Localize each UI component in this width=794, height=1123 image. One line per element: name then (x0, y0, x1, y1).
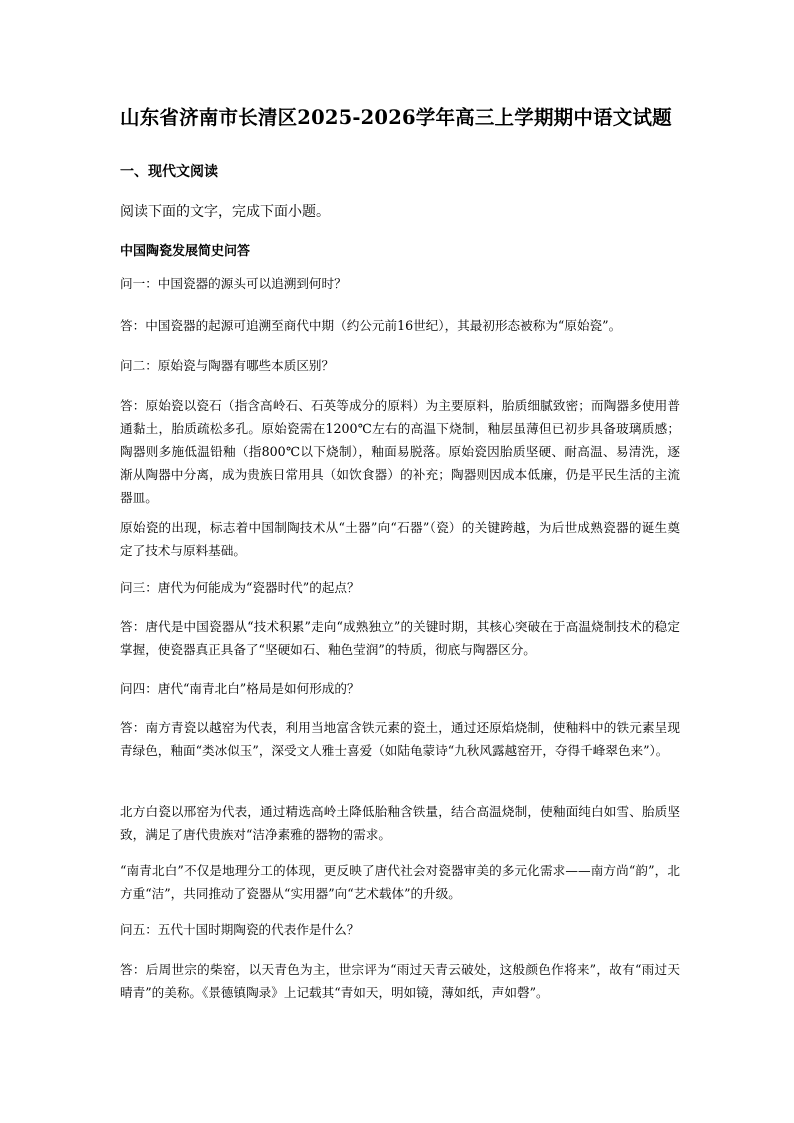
question-2: 问二：原始瓷与陶器有哪些本质区别？ (120, 358, 335, 373)
article-subtitle: 中国陶瓷发展简史问答 (120, 244, 251, 259)
reading-instruction: 阅读下面的文字，完成下面小题。 (120, 204, 330, 220)
paragraph-original-porcelain: 原始瓷的出现，标志着中国制陶技术从“土器”向“石器”（瓷）的关键跨越，为后世成熟瓷器的诞生奠定了技术与原料基础。 (120, 520, 680, 558)
question-5: 问五：五代十国时期陶瓷的代表作是什么？ (120, 922, 360, 937)
question-4: 问四：唐代“南青北白”格局是如何形成的？ (120, 681, 360, 696)
section-heading: 一、现代文阅读 (120, 164, 218, 180)
answer-5: 答：后周世宗的柴窑，以天青色为主，世宗评为“雨过天青云破处，这般颜色作将来”，故有“雨过天晴青”的美称。《景德镇陶录》上记载其“青如天，明如镜，薄如纸，声如磬”。 (120, 962, 680, 1000)
answer-3: 答：唐代是中国瓷器从“技术积累”走向“成熟独立”的关键时期，其核心突破在于高温烧制技术的稳定掌握，使瓷器真正具备了“坚硬如石、釉色莹润”的特质，彻底与陶器区分。 (120, 619, 680, 657)
question-3: 问三：唐代为何能成为“瓷器时代”的起点？ (120, 580, 360, 595)
document-title: 山东省济南市长清区2025-2026学年高三上学期期中语文试题 (120, 106, 672, 129)
question-1: 问一：中国瓷器的源头可以追溯到何时？ (120, 276, 347, 291)
paragraph-north-white: 北方白瓷以邢窑为代表，通过精选高岭土降低胎釉含铁量，结合高温烧制，使釉面纯白如雪、胎质坚致，满足了唐代贵族对“洁净素雅的器物的需求。 (120, 804, 680, 842)
paragraph-south-blue-north-white: “南青北白”不仅是地理分工的体现，更反映了唐代社会对瓷器审美的多元化需求——南方尚“韵”，北方重“洁”，共同推动了瓷器从“实用器”向“艺术载体”的升级。 (120, 863, 680, 901)
answer-4: 答：南方青瓷以越窑为代表，利用当地富含铁元素的瓷土，通过还原焰烧制，使釉料中的铁元素呈现青绿色，釉面“类冰似玉”，深受文人雅士喜爱（如陆龟蒙诗“九秋风露越窑开，夺得千峰翠色来”）。 (120, 720, 680, 758)
answer-1: 答：中国瓷器的起源可追溯至商代中期（约公元前16世纪），其最初形态被称为“原始瓷”。 (120, 318, 622, 333)
answer-2: 答：原始瓷以瓷石（指含高岭石、石英等成分的原料）为主要原料，胎质细腻致密；而陶器多使用普通黏土，胎质疏松多孔。原始瓷需在1200℃左右的高温下烧制，釉层虽薄但已初步具备玻璃质感；陶器则多施低温铅釉（指800℃以下烧制），釉面易脱落。原始瓷因胎质坚硬、耐高温、易清洗，逐渐从陶器中分离，成为贵族日常用具（如饮食器）的补充；陶器则因成本低廉，仍是平民生活的主流器皿。 (120, 398, 680, 505)
